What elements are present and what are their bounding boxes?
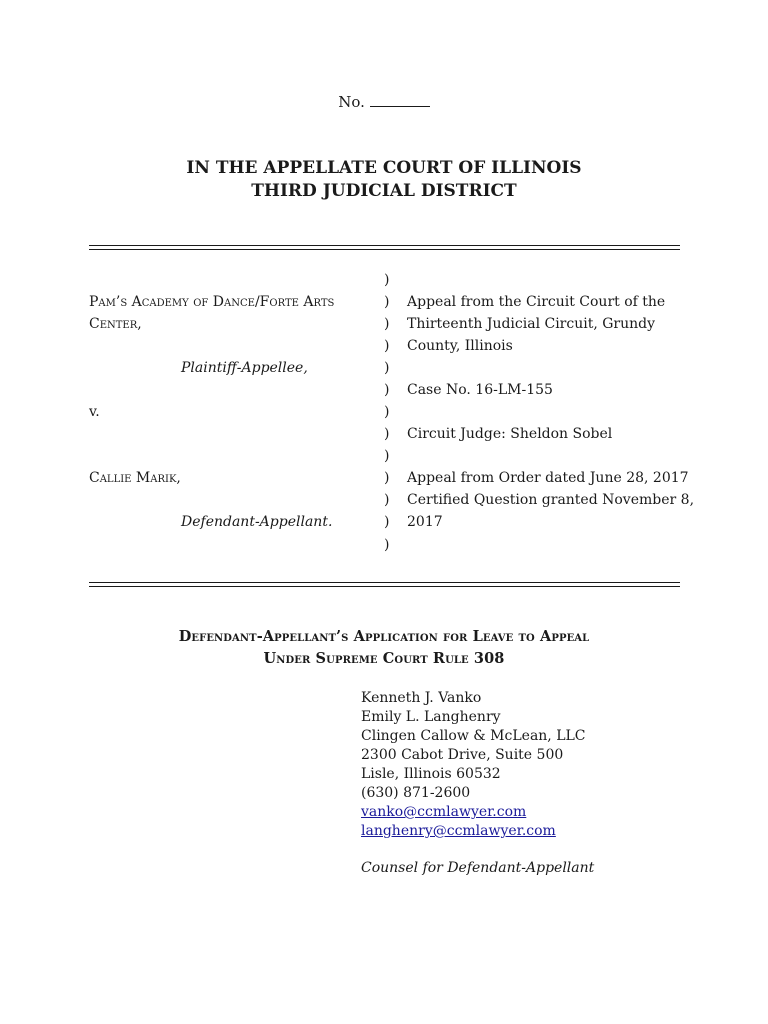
counsel-name2: Emily L. Langhenry bbox=[361, 709, 501, 725]
circuit-judge: Circuit Judge: Sheldon Sobel bbox=[407, 426, 613, 442]
counsel-block bbox=[361, 689, 594, 878]
caption-paren: ) bbox=[384, 537, 390, 553]
counsel-name1: Kenneth J. Vanko bbox=[361, 690, 482, 706]
caption-paren: ) bbox=[384, 382, 390, 398]
defendant-role: Defendant-Appellant. bbox=[181, 514, 333, 530]
caption-paren: ) bbox=[384, 448, 390, 464]
plaintiff-name-line1: Pam’s Academy of Dance/Forte Arts bbox=[89, 294, 335, 310]
email-link-langhenry[interactable]: langhenry@ccmlawyer.com bbox=[361, 823, 556, 839]
versus: v. bbox=[89, 404, 100, 420]
appeal-from-line3: County, Illinois bbox=[407, 338, 513, 354]
caption-paren: ) bbox=[384, 492, 390, 508]
appeal-from-line2: Thirteenth Judicial Circuit, Grundy bbox=[407, 316, 656, 332]
caption-paren: ) bbox=[384, 470, 390, 486]
case-number-line bbox=[0, 92, 768, 111]
caption-paren: ) bbox=[384, 360, 390, 376]
defendant-name: Callie Marik, bbox=[89, 470, 181, 486]
case-number-label: No. bbox=[338, 93, 365, 111]
court-name: IN THE APPELLATE COURT OF ILLINOIS bbox=[186, 158, 582, 178]
top-rule-thin bbox=[89, 249, 680, 250]
bottom-rule bbox=[89, 582, 680, 583]
bottom-rule-thin bbox=[89, 586, 680, 587]
counsel-address2: Lisle, Illinois 60532 bbox=[361, 766, 501, 782]
caption-paren: ) bbox=[384, 514, 390, 530]
order-line: Appeal from Order dated June 28, 2017 bbox=[407, 470, 689, 486]
appeal-from-line1: Appeal from the Circuit Court of the bbox=[407, 294, 666, 310]
caption-paren: ) bbox=[384, 272, 390, 288]
document-title-line2: Under Supreme Court Rule 308 bbox=[263, 650, 505, 667]
caption-paren: ) bbox=[384, 338, 390, 354]
document-title-line1: Defendant-Appellant’s Application for Leave to Appeal bbox=[178, 628, 590, 645]
counsel-firm: Clingen Callow & McLean, LLC bbox=[361, 728, 586, 744]
certified-line1: Certified Question granted November 8, bbox=[407, 492, 695, 508]
email-link-vanko[interactable]: vanko@ccmlawyer.com bbox=[361, 804, 527, 820]
court-heading bbox=[0, 157, 768, 203]
certified-line2: 2017 bbox=[407, 514, 443, 530]
counsel-phone: (630) 871-2600 bbox=[361, 785, 471, 801]
caption-paren: ) bbox=[384, 426, 390, 442]
caption-paren: ) bbox=[384, 404, 390, 420]
case-number-blank bbox=[370, 92, 430, 107]
plaintiff-name-line2: Center, bbox=[89, 316, 142, 332]
counsel-role: Counsel for Defendant-Appellant bbox=[361, 860, 595, 876]
plaintiff-role: Plaintiff-Appellee, bbox=[181, 360, 308, 376]
case-no: Case No. 16-LM-155 bbox=[407, 382, 553, 398]
caption-paren: ) bbox=[384, 294, 390, 310]
counsel-address1: 2300 Cabot Drive, Suite 500 bbox=[361, 747, 564, 763]
caption-paren: ) bbox=[384, 316, 390, 332]
top-rule bbox=[89, 245, 680, 246]
court-district: THIRD JUDICIAL DISTRICT bbox=[251, 181, 517, 201]
